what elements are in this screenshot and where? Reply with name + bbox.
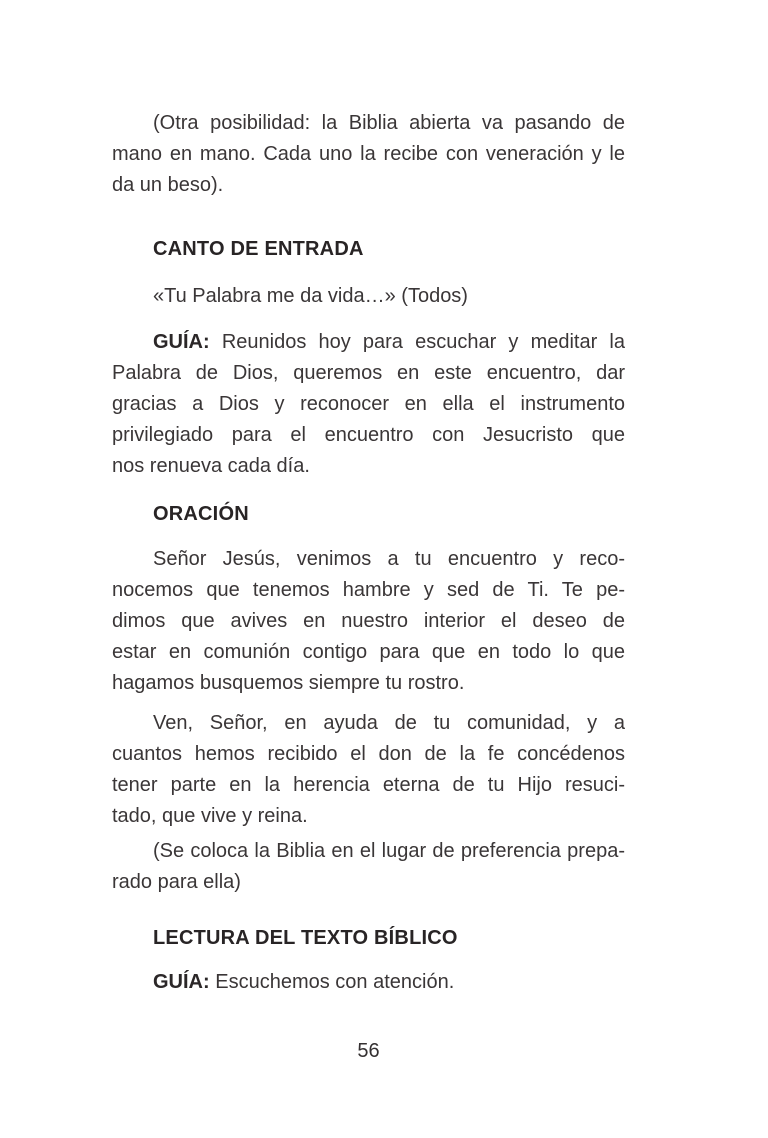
page-number: 56 — [357, 1040, 380, 1062]
text-line — [112, 327, 625, 358]
speaker-label: GUÍA: — [153, 331, 210, 353]
text-line: hagamos busquemos siempre tu rostro. — [112, 672, 465, 694]
text-line: tener parte en la herencia eterna de tu Hijo resuci- — [112, 774, 625, 796]
text-line: (Se coloca la Biblia en el lugar de preferencia prepa- — [153, 840, 625, 862]
prayer-paragraph-1 — [112, 544, 625, 699]
rubric-intro-paragraph — [112, 108, 625, 201]
song-line-paragraph — [112, 281, 625, 312]
heading-lectura-del-texto-biblico: LECTURA DEL TEXTO BÍBLICO — [153, 927, 458, 949]
text-line: gracias a Dios y reconocer en ella el instrumento — [112, 393, 625, 415]
guia-lectura-paragraph — [112, 967, 625, 998]
text-line: tado, que vive y reina. — [112, 805, 308, 827]
text-line: da un beso). — [112, 174, 224, 196]
text-line: dimos que avives en nuestro interior el deseo de — [112, 610, 625, 632]
text-line: cuantos hemos recibido el don de la fe concédenos — [112, 743, 625, 765]
guia-opening-paragraph — [112, 327, 625, 482]
speaker-label: GUÍA: — [153, 971, 210, 993]
text-line: «Tu Palabra me da vida…» (Todos) — [153, 285, 468, 307]
text-line: Palabra de Dios, queremos en este encuentro, dar — [112, 362, 625, 384]
text-line: Señor Jesús, venimos a tu encuentro y reco- — [153, 548, 625, 570]
text-line: estar en comunión contigo para que en todo lo que — [112, 641, 625, 663]
text-line: Ven, Señor, en ayuda de tu comunidad, y a — [153, 712, 625, 734]
heading-canto-de-entrada: CANTO DE ENTRADA — [153, 238, 364, 260]
text-line: nocemos que tenemos hambre y sed de Ti. Te pe- — [112, 579, 625, 601]
prayer-paragraph-2 — [112, 708, 625, 832]
text-line: nos renueva cada día. — [112, 455, 310, 477]
heading-oracion: ORACIÓN — [153, 503, 249, 525]
text-line: rado para ella) — [112, 871, 241, 893]
text-line: mano en mano. Cada uno la recibe con veneración y le — [112, 143, 625, 165]
text-run: Escuchemos con atención. — [209, 971, 455, 993]
page-content — [112, 108, 625, 998]
text-run: Reunidos hoy para escuchar y meditar la — [209, 331, 625, 353]
text-line: privilegiado para el encuentro con Jesucristo que — [112, 424, 625, 446]
text-line: (Otra posibilidad: la Biblia abierta va pasando de — [153, 112, 625, 134]
rubric-biblia-paragraph — [112, 836, 625, 898]
text-line — [112, 967, 625, 998]
